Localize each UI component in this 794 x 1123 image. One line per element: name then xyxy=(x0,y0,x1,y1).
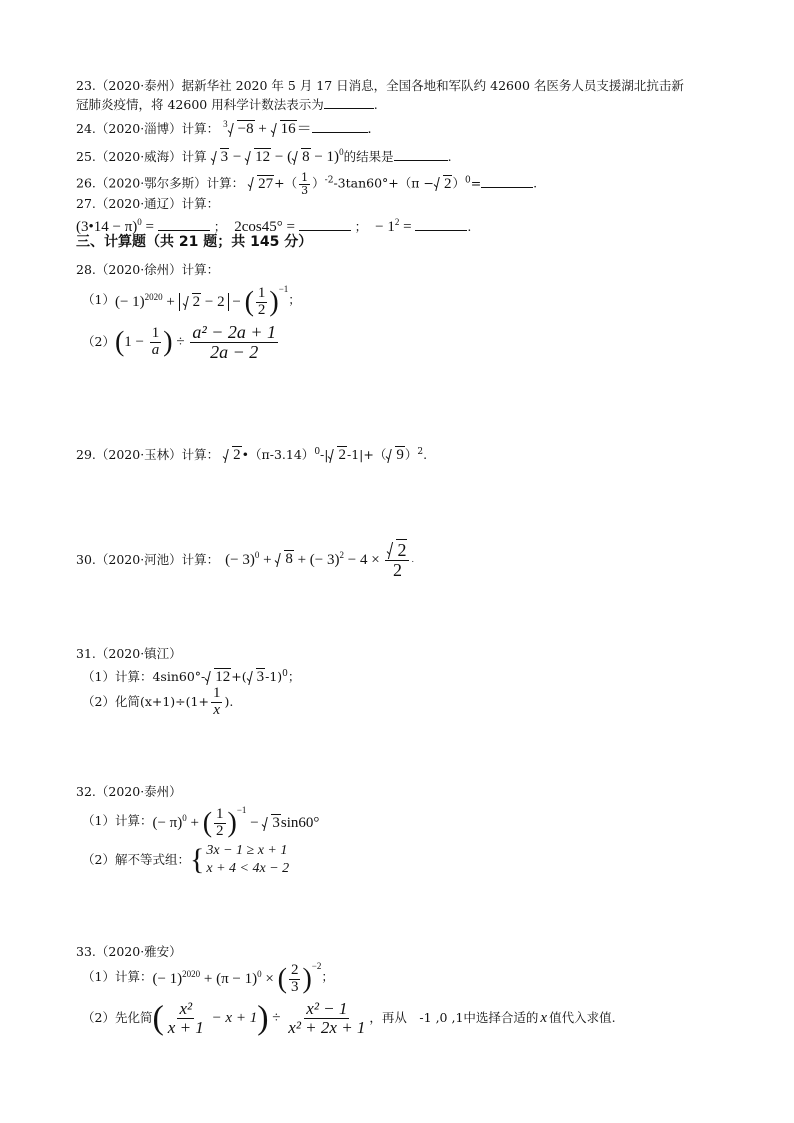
q29: 29.（2020·玉林）计算： $2•(\pi-3.14)^0-|$ 2-1|+（ 9）$^2$. xyxy=(76,447,428,464)
q27-body: (3•14 − π)$^0$ = ； 2cos45° = ； − $1^2$ = . xyxy=(76,217,472,235)
q26: 26.（2020·鄂尔多斯）计算： 27+（ $\frac{1}{3}$ ）$^{-2}-3\tan 60^\circ+(\pi - 2)^0=$ . xyxy=(76,171,538,197)
answer-blank[interactable] xyxy=(158,218,210,231)
q25: 25.（2020·威海）计算 3 − 12 − ( 8 − 1)$^0$的结果是 . xyxy=(76,147,452,165)
answer-blank[interactable] xyxy=(312,120,368,133)
q33-label: 33.（2020·雅安） xyxy=(76,944,182,959)
q24: 24.（2020·淄博）计算： $^3$ −8 + 16＝ . xyxy=(76,119,372,137)
q23-line1: 23.（2020·泰州）据新华社 2020 年 5 月 17 日消息，全国各地和军队约 42600 名医务人员支援湖北抗击新 xyxy=(76,78,684,93)
answer-blank[interactable] xyxy=(324,96,374,109)
q32-part2: （2）解不等式组： { 3x − 1 ≥ x + 1 x + 4 < 4x − 2 xyxy=(82,843,290,876)
q32-part1: （1）计算： (− π)$^0$ + ( $\frac{1}{2}$ )$^{-1}$ − 3sin60° xyxy=(82,805,320,840)
brace-glyph: { xyxy=(189,843,205,876)
q31-label: 31.（2020·镇江） xyxy=(76,646,182,661)
q33-part2: （2）先化简 ( $\frac{\text{x²}}{x + 1}$ − x + 1) ÷ $\frac{\text{x² − 1}}{\text{x² + 2x + 1}}$ ，再从 -1 ,0 ,1中选择合适的 x 值代入求值. xyxy=(82,998,616,1037)
q32-label: 32.（2020·泰州） xyxy=(76,784,182,799)
q30: 30.（2020·河池）计算： (− 3)$^0$ + 8 + (− 3)$^2$ − 4 × $\frac{2}{2}$ . xyxy=(76,539,414,580)
section-heading: 三、计算题（共 21 题；共 145 分） xyxy=(76,234,313,250)
q31-part2: （2）化简(x+1)÷(1+ $\frac{1}{x}$ ). xyxy=(82,684,234,718)
q28-label: 28.（2020·徐州）计算： xyxy=(76,262,220,277)
q31-part1: （1）计算：4sin60°- 12+( 3-1)$^0$； xyxy=(82,669,301,686)
q23-line2: 冠肺炎疫情，将 42600 用科学计数法表示为 . xyxy=(76,97,378,112)
q27-label: 27.（2020·通辽）计算： xyxy=(76,196,220,211)
q28-part1: （1） (− 1)$^{2020}$ + 2 − 2 − ( $\frac{1}{2}$ )$^{-1}$ ； xyxy=(82,284,301,319)
answer-blank[interactable] xyxy=(415,218,467,231)
answer-blank[interactable] xyxy=(394,148,448,161)
answer-blank[interactable] xyxy=(299,218,351,231)
answer-blank[interactable] xyxy=(481,175,533,188)
q33-part1: （1）计算： (− $1)^{2020} + (\pi - 1)^0$ × ( $\frac{2}{3}$ )$^{-2}$ ； xyxy=(82,961,334,996)
q28-part2: （2） (1 − $\frac{1}{a}$ ) ÷ $\frac{\text{a² − 2a + 1}}{2a - 2}$ xyxy=(82,321,277,362)
